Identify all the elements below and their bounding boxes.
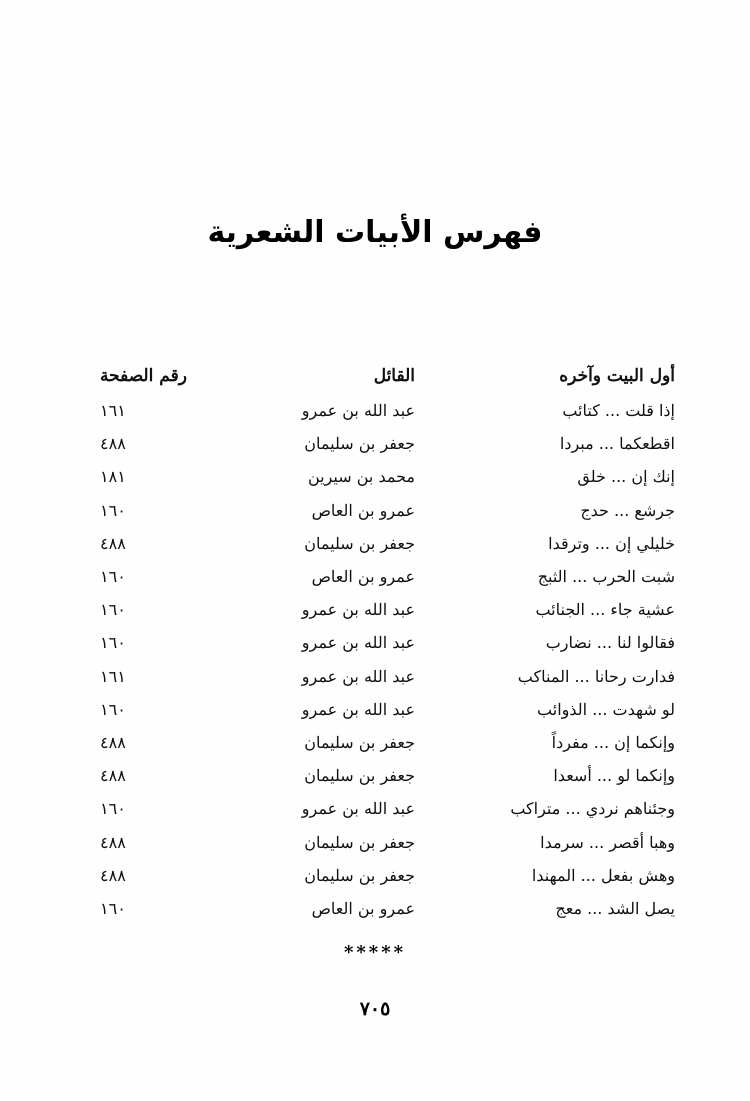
verse-cell: وإنكما إن ... مفرداً bbox=[551, 732, 675, 752]
verse-cell: وإنكما لو ... أسعدا bbox=[553, 766, 675, 786]
table-row bbox=[100, 460, 675, 493]
page-ref-cell: ١٦٠ bbox=[100, 799, 126, 819]
page-ref-cell: ١٦٠ bbox=[100, 699, 126, 719]
poet-cell: جعفر بن سليمان bbox=[304, 434, 415, 454]
page-ref-cell: ٤٨٨ bbox=[100, 832, 126, 852]
table-row bbox=[100, 527, 675, 560]
header-page: رقم الصفحة bbox=[100, 366, 187, 386]
poet-cell: جعفر بن سليمان bbox=[304, 865, 415, 885]
page-ref-cell: ٤٨٨ bbox=[100, 732, 126, 752]
table-row bbox=[100, 825, 675, 858]
table-row bbox=[100, 892, 675, 925]
table-body bbox=[100, 394, 675, 925]
table-row bbox=[100, 859, 675, 892]
page-ref-cell: ١٦٠ bbox=[100, 633, 126, 653]
verse-cell: عشية جاء ... الجنائب bbox=[535, 600, 675, 620]
page-number: ٧٠٥ bbox=[359, 998, 391, 1020]
poet-cell: جعفر بن سليمان bbox=[304, 766, 415, 786]
poet-cell: عبد الله بن عمرو bbox=[301, 666, 415, 686]
table-row bbox=[100, 792, 675, 825]
table-row bbox=[100, 759, 675, 792]
table-row bbox=[100, 427, 675, 460]
table-row bbox=[100, 560, 675, 593]
verse-cell: إنك إن ... خلق bbox=[577, 467, 675, 487]
page-ref-cell: ١٦٠ bbox=[100, 600, 126, 620]
page-ref-cell: ١٦١ bbox=[100, 401, 126, 421]
poet-cell: عبد الله بن عمرو bbox=[301, 799, 415, 819]
poet-cell: عمرو بن العاص bbox=[311, 898, 415, 918]
poet-cell: جعفر بن سليمان bbox=[304, 732, 415, 752]
page-ref-cell: ٤٨٨ bbox=[100, 533, 126, 553]
verse-cell: وهش بفعل ... المهندا bbox=[531, 865, 675, 885]
verse-cell: يصل الشد ... معج bbox=[555, 898, 675, 918]
page-ref-cell: ١٦٠ bbox=[100, 567, 126, 587]
verse-index-table bbox=[100, 366, 675, 925]
table-row bbox=[100, 593, 675, 626]
verse-cell: فدارت رحانا ... المناكب bbox=[517, 666, 675, 686]
poet-cell: جعفر بن سليمان bbox=[304, 832, 415, 852]
table-row bbox=[100, 660, 675, 693]
verse-cell: وجئناهم نردي ... متراكب bbox=[510, 799, 675, 819]
poet-cell: عبد الله بن عمرو bbox=[301, 633, 415, 653]
verse-cell: وهبا أقصر ... سرمدا bbox=[540, 832, 675, 852]
table-row bbox=[100, 494, 675, 527]
poet-cell: عبد الله بن عمرو bbox=[301, 401, 415, 421]
poet-cell: محمد بن سيرين bbox=[307, 467, 415, 487]
verse-cell: جرشع ... حدج bbox=[580, 500, 675, 520]
table-row bbox=[100, 394, 675, 427]
poet-cell: عمرو بن العاص bbox=[311, 500, 415, 520]
verse-cell: شبت الحرب ... الثبج bbox=[537, 567, 675, 587]
header-verse: أول البيت وآخره bbox=[559, 366, 675, 386]
verse-cell: اقطعكما ... مبردا bbox=[559, 434, 675, 454]
page-ref-cell: ١٨١ bbox=[100, 467, 126, 487]
table-row bbox=[100, 626, 675, 659]
table-row bbox=[100, 726, 675, 759]
poet-cell: جعفر بن سليمان bbox=[304, 533, 415, 553]
page-title: فهرس الأبيات الشعرية bbox=[207, 215, 543, 250]
page-ref-cell: ١٦١ bbox=[100, 666, 126, 686]
table-header-row bbox=[100, 366, 675, 394]
poet-cell: عبد الله بن عمرو bbox=[301, 600, 415, 620]
page-ref-cell: ٤٨٨ bbox=[100, 434, 126, 454]
page-ref-cell: ٤٨٨ bbox=[100, 766, 126, 786]
poet-cell: عمرو بن العاص bbox=[311, 567, 415, 587]
page-ref-cell: ٤٨٨ bbox=[100, 865, 126, 885]
verse-cell: لو شهدت ... الذوائب bbox=[537, 699, 675, 719]
page-ref-cell: ١٦٠ bbox=[100, 500, 126, 520]
separator-stars: ***** bbox=[343, 942, 407, 963]
table-row bbox=[100, 693, 675, 726]
verse-cell: خليلي إن ... وترقدا bbox=[548, 533, 675, 553]
poet-cell: عبد الله بن عمرو bbox=[301, 699, 415, 719]
header-poet: القائل bbox=[373, 366, 415, 386]
verse-cell: فقالوا لنا ... نضارب bbox=[545, 633, 675, 653]
page-ref-cell: ١٦٠ bbox=[100, 898, 126, 918]
verse-cell: إذا قلت ... كتائب bbox=[562, 401, 675, 421]
